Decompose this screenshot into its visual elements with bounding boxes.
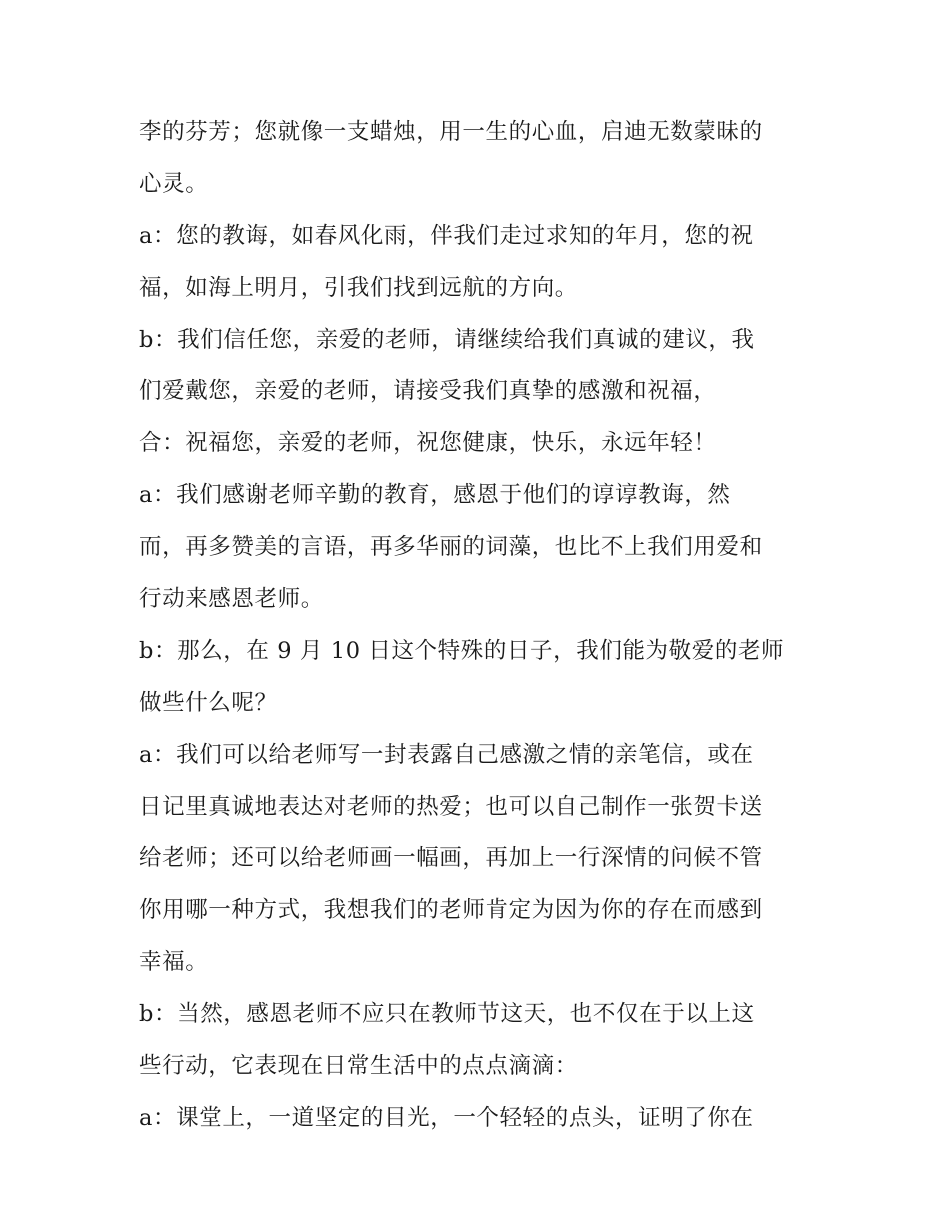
text-line: b：我们信任您，亲爱的老师，请继续给我们真诚的建议，我 [139, 326, 755, 353]
text-line: 些行动，它表现在日常生活中的点点滴滴： [139, 1053, 578, 1080]
text-line: a：课堂上，一道坚定的目光，一个轻轻的点头，证明了你在 [139, 1104, 754, 1131]
document-body [139, 107, 819, 1145]
text-line: a：我们可以给老师写一封表露自己感激之情的亲笔信，或在 [139, 741, 754, 768]
text-line: 们爱戴您，亲爱的老师，请接受我们真挚的感激和祝福， [139, 378, 717, 405]
text-line: 做些什么呢？ [139, 689, 278, 716]
text-line: 而，再多赞美的言语，再多华丽的词藻，也比不上我们用爱和 [139, 534, 763, 561]
text-line: a：您的教诲，如春风化雨，伴我们走过求知的年月，您的祝 [139, 222, 754, 249]
text-line: 李的芬芳；您就像一支蜡烛，用一生的心血，启迪无数蒙昧的 [139, 119, 763, 145]
text-line: 心灵。 [139, 170, 209, 197]
text-line: 给老师；还可以给老师画一幅画，再加上一行深情的问候不管 [139, 845, 763, 872]
text-line: b：当然，感恩老师不应只在教师节这天，也不仅在于以上这 [139, 1001, 755, 1028]
text-line: b：那么，在 9 月 10 日这个特殊的日子，我们能为敬爱的老师 [139, 637, 785, 664]
text-line: 福，如海上明月，引我们找到远航的方向。 [139, 274, 578, 301]
text-line: a：我们感谢老师辛勤的教育，感恩于他们的谆谆教诲，然 [139, 482, 731, 509]
text-line: 你用哪一种方式，我想我们的老师肯定为因为你的存在而感到 [139, 897, 763, 924]
text-line: 合：祝福您，亲爱的老师，祝您健康，快乐，永远年轻！ [139, 430, 717, 457]
text-line: 行动来感恩老师。 [139, 586, 324, 613]
text-line: 日记里真诚地表达对老师的热爱；也可以自己制作一张贺卡送 [139, 793, 763, 820]
text-line: 幸福。 [139, 949, 209, 976]
